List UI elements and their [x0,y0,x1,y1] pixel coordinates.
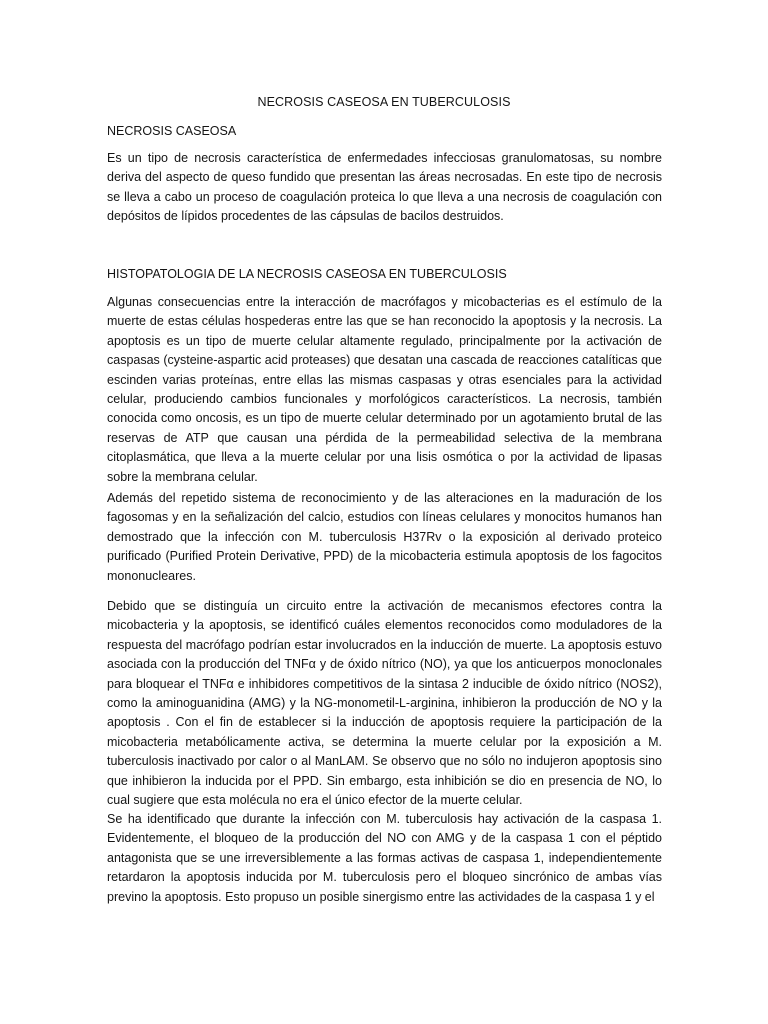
section-heading-necrosis-caseosa: NECROSIS CASEOSA [107,124,237,138]
paragraph-fagosomas: Además del repetido sistema de reconocimiento y de las alteraciones en la maduración de los fagosomas y en la señalización del calcio, estudios con líneas celulares y monocitos humanos han demostrado que la infección con M. tuberculosis H37Rv o la exposición al derivado proteico purificado (Purified Protein Derivative, PPD) de la micobacteria estimula apoptosis de los fagocitos mononucleares. [107,491,662,583]
paragraph-caspasa-1: Se ha identificado que durante la infección con M. tuberculosis hay activación de la caspasa 1. Evidentemente, el bloqueo de la producción del NO con AMG y de la caspasa 1 con el péptido antagonista que se une irreversiblemente a las formas activas de caspasa 1, independientemente retardaron la apoptosis inducida por M. tuberculosis pero el bloqueo sincrónico de ambas vías previno la apoptosis. Esto propuso un posible sinergismo entre las actividades de la caspasa 1 y el [107,812,662,904]
paragraph-apoptosis-necrosis: Algunas consecuencias entre la interacción de macrófagos y micobacterias es el estímulo de la muerte de estas células hospederas entre las que se han reconocido la apoptosis y la necrosis. La apoptosis es un tipo de muerte celular altamente regulado, principalmente por la activación de caspasas (cysteine-aspartic acid proteases) que desatan una cascada de reacciones catalíticas que escinden varias proteínas, entre ellas las mismas caspasas y otras esenciales para la actividad celular, produciendo cambios funcionales y morfológicos característicos. La necrosis, también conocida como oncosis, es un tipo de muerte celular determinado por un agotamiento brutal de las reservas de ATP que causan una pérdida de la permeabilidad selectiva de la membrana citoplasmática, que lleva a la muerte celular por una lisis osmótica o por la actividad de lipasas sobre la membrana celular. [107,295,662,484]
paragraph-tnf-no: Debido que se distinguía un circuito entre la activación de mecanismos efectores contra la micobacteria y la apoptosis, se identificó cuáles elementos reconocidos como moduladores de la respuesta del macrófago podrían estar involucrados en la inducción de muerte. La apoptosis estuvo asociada con la producción del TNFα y de óxido nítrico (NO), ya que los anticuerpos monoclonales para bloquear el TNFα e inhibidores competitivos de la sintasa 2 inducible de óxido nítrico (NOS2), como la aminoguanidina (AMG) y la NG-monometil-L-arginina, inhibieron la producción de NO y la apoptosis . Con el fin de establecer si la inducción de apoptosis requiere la participación de la micobacteria metabólicamente activa, se determina la muerte celular por la exposición a M. tuberculosis inactivado por calor o al ManLAM. Se observo que no sólo no indujeron apoptosis sino que inhibieron la inducida por el PPD. Sin embargo, esta inhibición se dio en presencia de NO, lo cual sugiere que esta molécula no era el único efector de la muerte celular. [107,599,662,808]
document-title: NECROSIS CASEOSA EN TUBERCULOSIS [257,95,511,109]
section-heading-histopatologia: HISTOPATOLOGIA DE LA NECROSIS CASEOSA EN TUBERCULOSIS [107,267,507,281]
paragraph-definition: Es un tipo de necrosis característica de enfermedades infecciosas granulomatosas, su nombre deriva del aspecto de queso fundido que presentan las áreas necrosadas. En este tipo de necrosis se lleva a cabo un proceso de coagulación proteica lo que lleva a una necrosis de coagulación con depósitos de lípidos procedentes de las cápsulas de bacilos destruidos. [107,151,662,224]
